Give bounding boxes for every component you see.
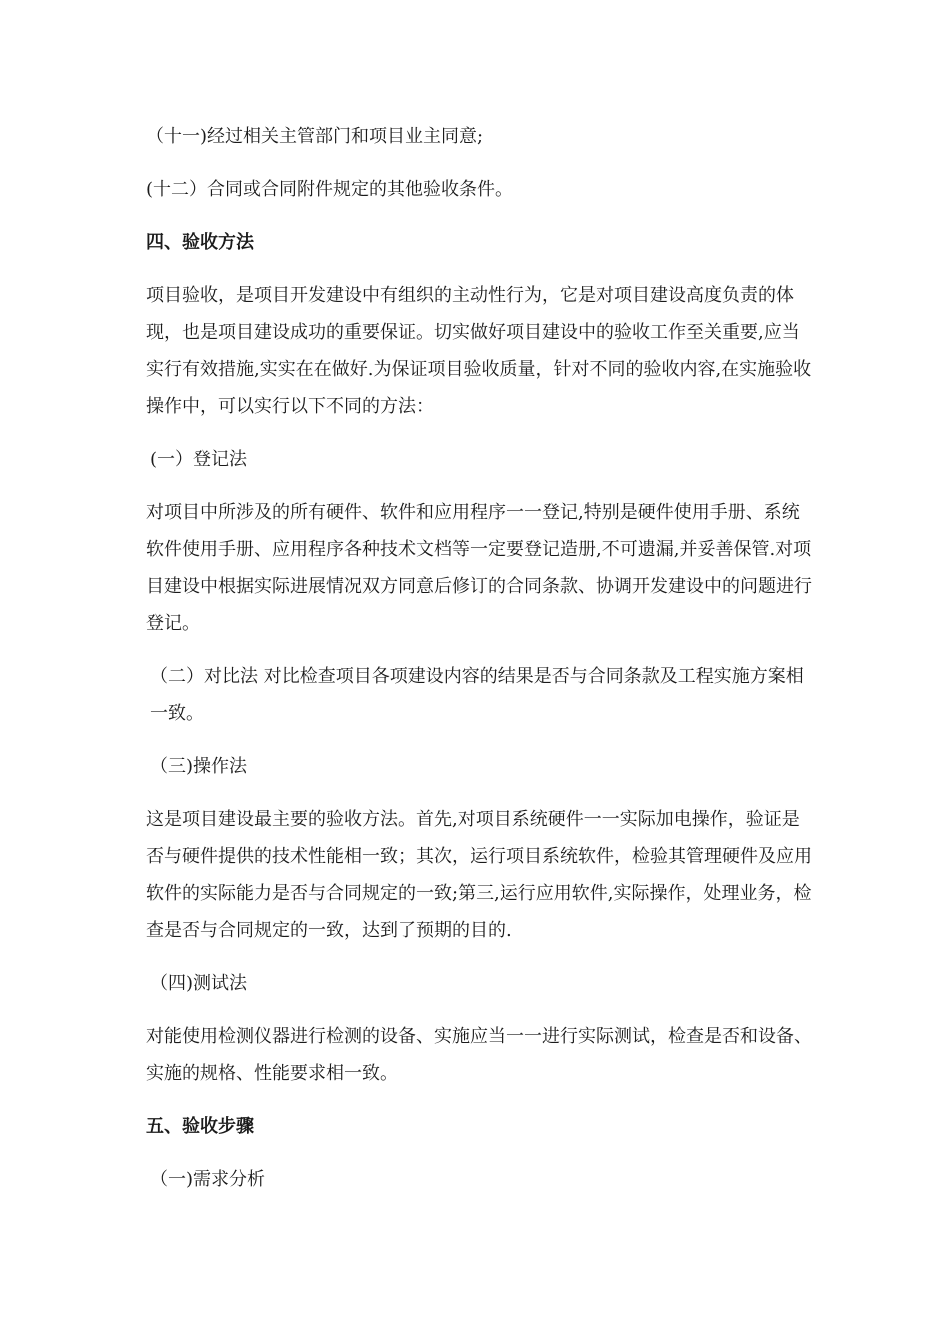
method-3-body: 这是项目建设最主要的验收方法。首先,对项目系统硬件一一实际加电操作，验证是否与硬件提供的技术性能相一致；其次，运行项目系统软件，检验其管理硬件及应用软件的实际能力是否与合同规定的一致;第三,运行应用软件,实际操作，处理业务，检查是否与合同规定的一致，达到了预期的目的. <box>146 809 812 941</box>
clause-11: （十一)经过相关主管部门和项目业主同意; <box>146 126 484 147</box>
section-4-intro: 项目验收，是项目开发建设中有组织的主动性行为，它是对项目建设高度负责的体现，也是项目建设成功的重要保证。切实做好项目建设中的验收工作至关重要,应当实行有效措施,实实在在做好.为保证项目验收质量，针对不同的验收内容,在实施验收操作中，可以实行以下不同的方法： <box>146 285 812 417</box>
method-4-title: （四)测试法 <box>150 973 248 994</box>
clause-12: (十二）合同或合同附件规定的其他验收条件。 <box>146 179 514 200</box>
method-1-body: 对项目中所涉及的所有硬件、软件和应用程序一一登记,特别是硬件使用手册、系统软件使用手册、应用程序各种技术文档等一定要登记造册,不可遗漏,并妥善保管.对项目建设中根据实际进展情况双方同意后修订的合同条款、协调开发建设中的问题进行登记。 <box>146 502 812 634</box>
method-1-title: (一）登记法 <box>150 449 248 470</box>
method-3-title: （三)操作法 <box>150 756 248 777</box>
method-2: （二）对比法 对比检查项目各项建设内容的结果是否与合同条款及工程实施方案相一致。 <box>150 666 804 724</box>
document-body <box>146 118 816 1214</box>
section-5-heading: 五、验收步骤 <box>146 1116 254 1137</box>
method-4-body: 对能使用检测仪器进行检测的设备、实施应当一一进行实际测试，检查是否和设备、实施的规格、性能要求相一致。 <box>146 1026 812 1084</box>
section-4-heading: 四、验收方法 <box>146 232 254 253</box>
step-1-title: （一)需求分析 <box>150 1169 266 1190</box>
